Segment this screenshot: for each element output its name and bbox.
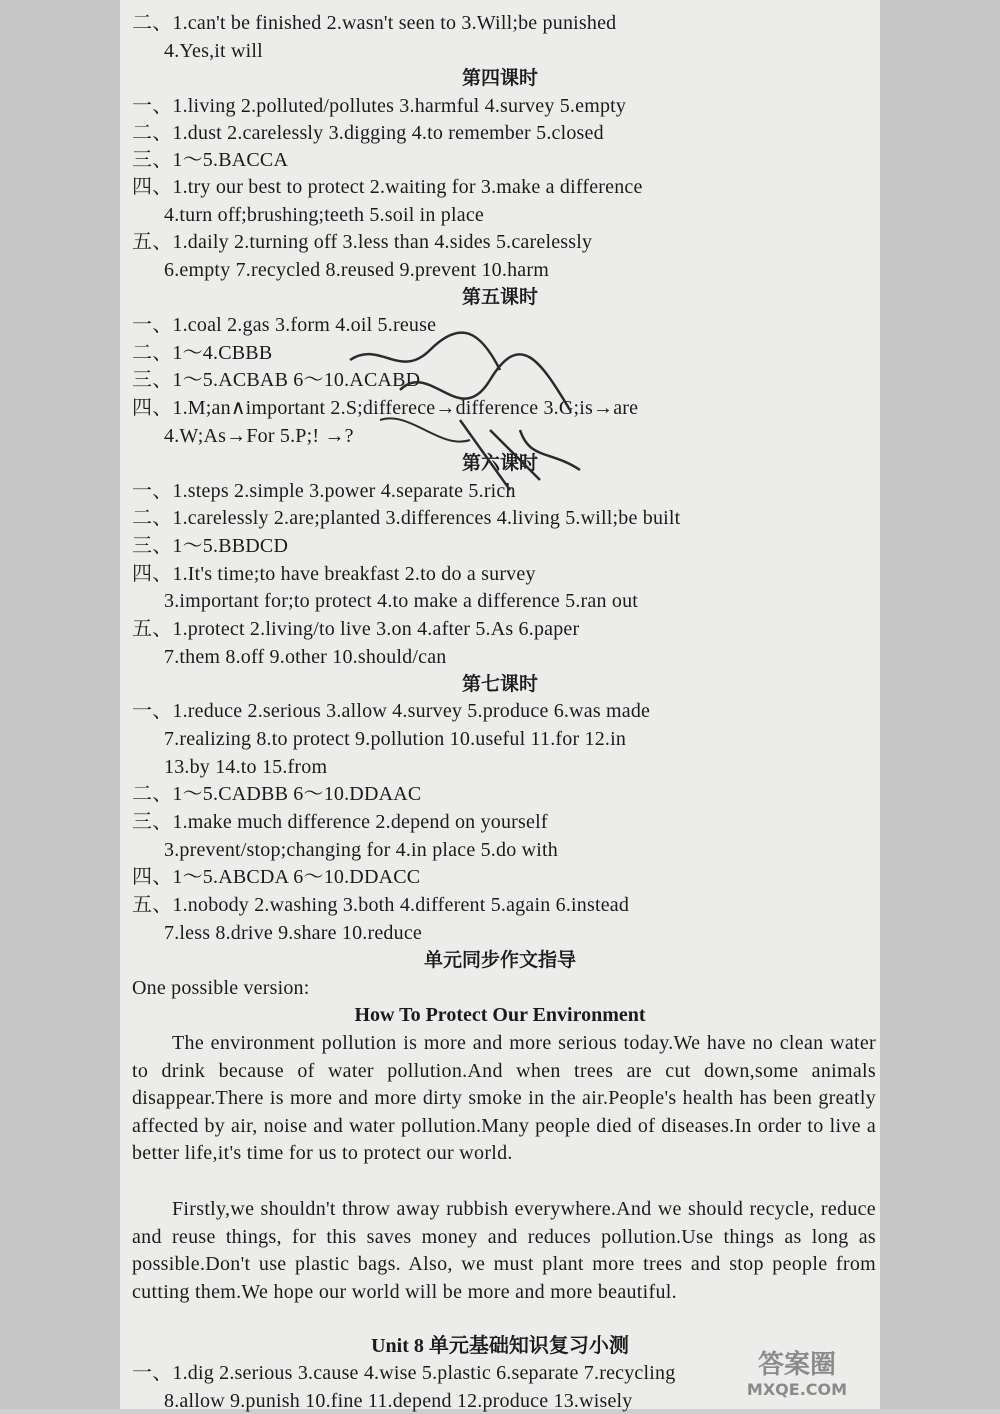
answer-key-page [120, 0, 880, 1412]
answer-line: 二、1.carelessly 2.are;planted 3.differences 4.living 5.will;be built [132, 507, 681, 529]
answer-line: 一、1.coal 2.gas 3.form 4.oil 5.reuse [132, 314, 437, 336]
answer-line: 四、1.M;an∧important 2.S;differece→difference 3.G;is→are [132, 397, 639, 419]
answer-line: 4.Yes,it will [164, 40, 263, 62]
answer-line: 4.turn off;brushing;teeth 5.soil in place [164, 204, 484, 226]
watermark-line-1: 答案圈 [757, 1350, 837, 1380]
essay-paragraph-2 [132, 1196, 876, 1306]
site-watermark-logo [722, 1343, 872, 1403]
answer-line: 6.empty 7.recycled 8.reused 9.prevent 10.harm [164, 259, 549, 281]
section-heading-writing-guide: 单元同步作文指导 [423, 949, 576, 971]
answer-line: 五、1.nobody 2.washing 3.both 4.different 5.again 6.instead [132, 894, 630, 916]
essay-title: How To Protect Our Environment [354, 1004, 646, 1026]
answer-line: 三、1～5.BBDCD [132, 535, 289, 557]
essay-paragraph-2-text: Firstly,we shouldn't throw away rubbish everywhere.And we should recycle, reduce and reuse things, for this saves money and reduces pollution.Use things as long as possible.Don't use plastic bags. Also, we must plant more trees and stop people from cutting them.We hope our world will be more and more beautiful. [132, 1198, 876, 1303]
essay-paragraph-1-text: The environment pollution is more and more serious today.We have no clean water to drink because of water pollution.And when trees are cut down,some animals disappear.There is more and more dirty smoke in the air.People's health has been greatly affected by air, noise and water pollution.Many people died of diseases.In order to live a better life,it's time for us to protect our world. [132, 1032, 876, 1164]
answer-line: 一、1.living 2.polluted/pollutes 3.harmful 4.survey 5.empty [132, 95, 627, 117]
answer-line: 一、1.steps 2.simple 3.power 4.separate 5.rich [132, 480, 516, 502]
section-heading-lesson-6: 第六课时 [461, 452, 538, 474]
answer-line: 一、1.dig 2.serious 3.cause 4.wise 5.plastic 6.separate 7.recycling [132, 1362, 676, 1384]
answer-line: 二、1～5.CADBB 6～10.DDAAC [132, 783, 422, 805]
section-heading-lesson-7: 第七课时 [461, 673, 538, 695]
answer-line: 四、1～5.ABCDA 6～10.DDACC [132, 866, 421, 888]
answer-line: One possible version: [132, 977, 310, 999]
answer-line: 三、1～5.ACBAB 6～10.ACABD [132, 369, 421, 391]
answer-line: 四、1.try our best to protect 2.waiting for 3.make a difference [132, 176, 643, 198]
handwritten-scribble [340, 320, 600, 500]
answer-line: 三、1.make much difference 2.depend on yourself [132, 811, 548, 833]
answer-line: 二、1.dust 2.carelessly 3.digging 4.to remember 5.closed [132, 122, 604, 144]
scan-margin-right [880, 0, 1000, 1409]
answer-line: 3.prevent/stop;changing for 4.in place 5.do with [164, 839, 558, 861]
answer-line: 8.allow 9.punish 10.fine 11.depend 12.produce 13.wisely [164, 1390, 633, 1412]
section-heading-lesson-5: 第五课时 [461, 286, 538, 308]
answer-line: 7.them 8.off 9.other 10.should/can [164, 646, 447, 668]
answer-line: 二、1～4.CBBB [132, 342, 273, 364]
answer-line: 7.realizing 8.to protect 9.pollution 10.useful 11.for 12.in [164, 728, 627, 750]
watermark-line-2: MXQE.COM [746, 1380, 848, 1399]
answer-line: 三、1～5.BACCA [132, 149, 289, 171]
scan-margin-left [0, 0, 120, 1409]
answer-line: 四、1.It's time;to have breakfast 2.to do a survey [132, 563, 536, 585]
answer-line: 7.less 8.drive 9.share 10.reduce [164, 922, 422, 944]
answer-line: 13.by 14.to 15.from [164, 756, 328, 778]
answer-line: 一、1.reduce 2.serious 3.allow 4.survey 5.produce 6.was made [132, 700, 651, 722]
unit-test-title: Unit 8 单元基础知识复习小测 [371, 1335, 629, 1357]
section-heading-lesson-4: 第四课时 [461, 67, 538, 89]
answer-line: 二、1.can't be finished 2.wasn't seen to 3.Will;be punished [132, 12, 617, 34]
answer-line: 3.important for;to protect 4.to make a difference 5.ran out [164, 590, 639, 612]
answer-line: 五、1.daily 2.turning off 3.less than 4.sides 5.carelessly [132, 231, 593, 253]
answer-line: 五、1.protect 2.living/to live 3.on 4.after 5.As 6.paper [132, 618, 580, 640]
essay-paragraph-1 [132, 1030, 876, 1168]
answer-line: 4.W;As→For 5.P;! →? [164, 425, 354, 447]
